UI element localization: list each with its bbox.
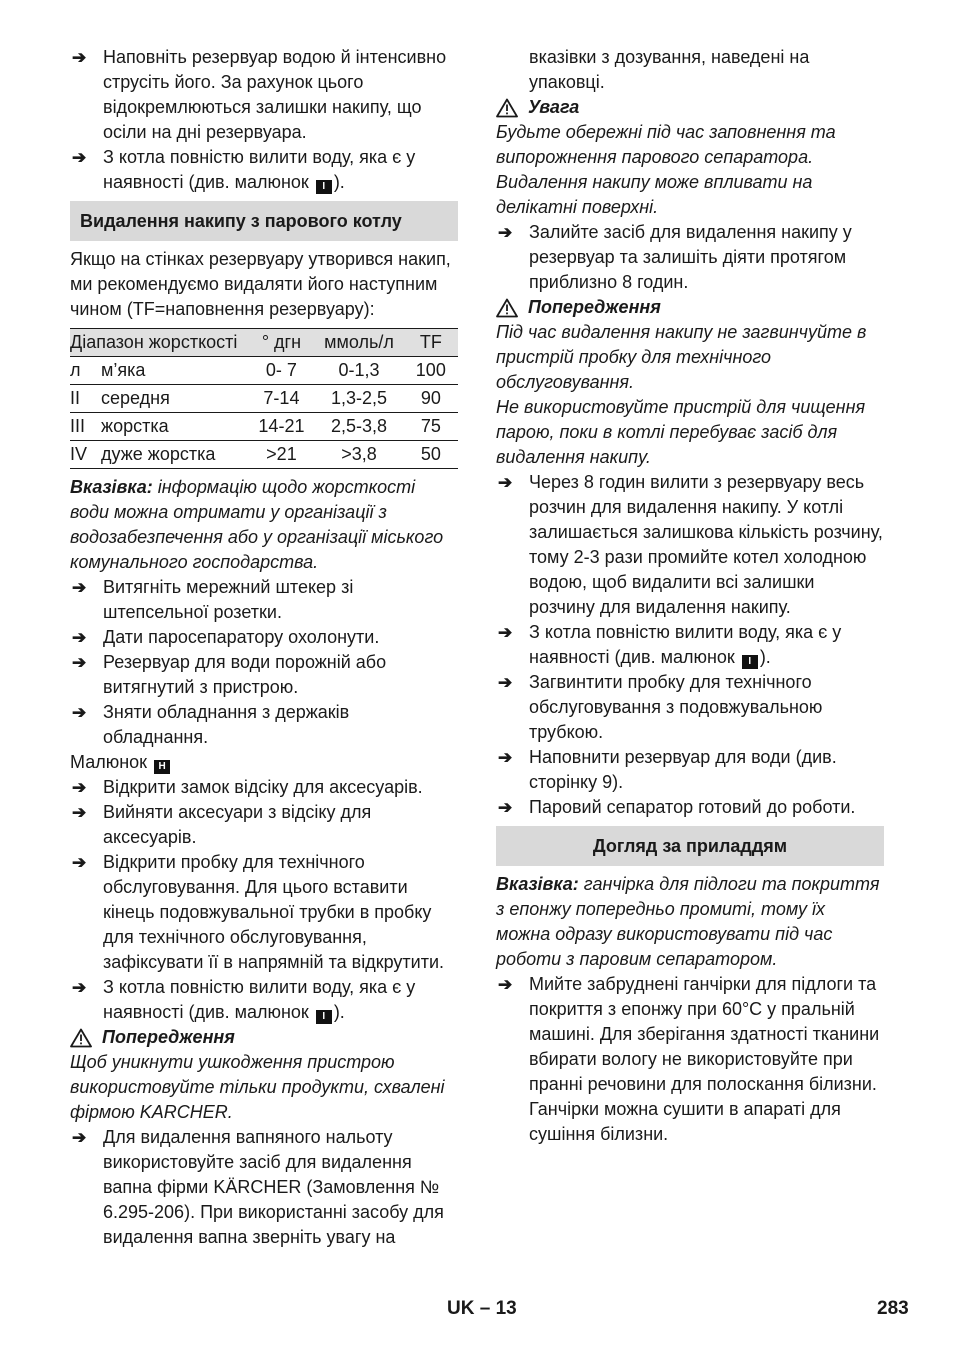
arrow-icon: ➔	[72, 778, 87, 797]
figure-h-icon: H	[154, 760, 170, 774]
arrow-icon: ➔	[72, 803, 87, 822]
arrow-icon: ➔	[72, 653, 87, 672]
section-heading-accessory-care: Догляд за приладдям	[496, 826, 884, 866]
instruction-step: ➔ Мийте забруднені ганчірки для підлоги та покриття з епонжу при 60°C у пральній машині. Для зберігання здатності тканини вбирати вологу не використовуйте при пранні речовини для полоскання білизни. Ганчірки можна сушити в апараті для сушіння білизни.	[498, 974, 880, 1144]
warning-triangle-icon	[496, 98, 518, 118]
warning-text: Щоб уникнути ушкодження пристрою використовуйте тільки продукти, схвалені фірмою KARCHER.	[70, 1052, 445, 1122]
instruction-step: ➔ Для видалення вапняного нальоту використовуйте засіб для видалення вапна фірми KÄRCHER (Замовлення № 6.295-206). При використанні засобу для видалення вапна зверніть увагу на	[72, 1127, 444, 1247]
figure-reference: Малюнок H	[70, 750, 458, 775]
warning-heading: Попередження	[496, 295, 884, 320]
arrow-icon: ➔	[498, 473, 513, 492]
instruction-step: ➔ Відкрити пробку для технічного обслуговування. Для цього вставити кінець подовжувальної трубки в пробку для технічного обслуговування, зафіксувати її в напрямній та відкрутити.	[72, 852, 445, 972]
warning-text: Під час видалення накипу не загвинчуйте в пристрій пробку для технічного обслуговування.	[496, 322, 867, 392]
header-dgh: ° дгн	[248, 329, 314, 357]
footer-section-label: UK – 13	[447, 1298, 517, 1319]
arrow-icon: ➔	[498, 748, 513, 767]
table-row: л м’яка 0- 7 0-1,3 100	[70, 357, 458, 385]
warning-heading: Попередження	[70, 1025, 458, 1050]
instruction-step: ➔ Дати паросепаратору охолонути.	[70, 625, 458, 650]
instruction-step: ➔ Витягніть мережний штекер зі штепсельної розетки.	[72, 577, 354, 622]
section-heading-descaling: Видалення накипу з парового котлу	[70, 201, 458, 241]
header-mmol: ммоль/л	[314, 329, 403, 357]
instruction-step: ➔ З котла повністю вилити воду, яка є у наявності (див. малюнок I ).	[498, 622, 842, 667]
arrow-icon: ➔	[498, 223, 513, 242]
instruction-step: ➔ Паровий сепаратор готовий до роботи.	[496, 795, 884, 820]
instruction-step: ➔ Зняти обладнання з держаків обладнання.	[72, 702, 350, 747]
arrow-icon: ➔	[72, 1128, 87, 1147]
arrow-icon: ➔	[72, 853, 87, 872]
instruction-step: ➔ З котла повністю вилити воду, яка є у наявності (див. малюнок I ).	[72, 147, 416, 192]
instruction-step: ➔ Загвинтити пробку для технічного обслуговування з подовжувальною трубкою.	[498, 672, 823, 742]
warning-triangle-icon	[496, 298, 518, 318]
instruction-step: ➔ З котла повністю вилити воду, яка є у наявності (див. малюнок I ).	[72, 977, 416, 1022]
arrow-icon: ➔	[72, 148, 87, 167]
page-number: 283	[877, 1298, 909, 1319]
caution-heading: Увага	[496, 95, 884, 120]
right-column	[496, 45, 884, 1147]
arrow-icon: ➔	[72, 578, 87, 597]
note-water-hardness: Вказівка: інформацію щодо жорсткості води можна отримати у організації з водозабезпечення або у організації міського комунального господарства.	[70, 477, 444, 572]
water-hardness-table	[70, 328, 458, 469]
instruction-step: ➔ Наповнити резервуар для води (див. сторінку 9).	[498, 747, 837, 792]
arrow-icon: ➔	[72, 48, 87, 67]
instruction-step: ➔ Залийте засіб для видалення накипу у резервуар та залишіть діяти протягом приблизно 8 годин.	[498, 222, 852, 292]
instruction-step: ➔ Через 8 годин вилити з резервуару весь розчин для видалення накипу. У котлі залишається залишкова кількість розчину, тому 2-3 рази промийте котел холодною водою, щоб видалити всі залишки розчину для видалення накипу.	[498, 472, 883, 617]
table-row: II середня 7-14 1,3-2,5 90	[70, 385, 458, 413]
arrow-icon: ➔	[72, 978, 87, 997]
table-row: III жорстка 14-21 2,5-3,8 75	[70, 413, 458, 441]
instruction-step: ➔ Резервуар для води порожній або витягнутий з пристрою.	[72, 652, 387, 697]
left-column	[70, 45, 458, 1250]
figure-i-icon: I	[316, 1010, 332, 1024]
arrow-icon: ➔	[498, 673, 513, 692]
section-intro: Якщо на стінках резервуару утворився накип, ми рекомендуємо видаляти його наступним чином (TF=наповнення резервуару):	[70, 249, 451, 319]
instruction-step: ➔ Наповніть резервуар водою й інтенсивно струсіть його. За рахунок цього відокремлюються залишки накипу, що осіли на дні резервуара.	[72, 47, 447, 142]
caution-text: Будьте обережні під час заповнення та випорожнення парового сепаратора. Видалення накипу може впливати на делікатні поверхні.	[496, 122, 836, 217]
header-hardness-range: Діапазон жорсткості	[70, 329, 248, 357]
instruction-step: ➔ Відкрити замок відсіку для аксесуарів.	[70, 775, 458, 800]
note-cloths: Вказівка: ганчірка для підлоги та покриття з епонжу попередньо промиті, тому їх можна одразу використовувати під час роботи з паровим сепаратором.	[496, 874, 880, 969]
continuation-text: вказівки з дозування, наведені на упаковці.	[529, 47, 810, 92]
arrow-icon: ➔	[72, 703, 87, 722]
figure-i-icon: I	[742, 655, 758, 669]
table-row: IV дуже жорстка >21 >3,8 50	[70, 441, 458, 469]
warning-text: Не використовуйте пристрій для чищення парою, поки в котлі перебуває засіб для видалення накипу.	[496, 397, 866, 467]
warning-triangle-icon	[70, 1028, 92, 1048]
instruction-step: ➔ Вийняти аксесуари з відсіку для аксесуарів.	[72, 802, 372, 847]
figure-i-icon: I	[316, 180, 332, 194]
arrow-icon: ➔	[72, 628, 87, 647]
arrow-icon: ➔	[498, 975, 513, 994]
arrow-icon: ➔	[498, 798, 513, 817]
arrow-icon: ➔	[498, 623, 513, 642]
table-header-row	[70, 329, 458, 357]
header-tf: TF	[404, 329, 458, 357]
